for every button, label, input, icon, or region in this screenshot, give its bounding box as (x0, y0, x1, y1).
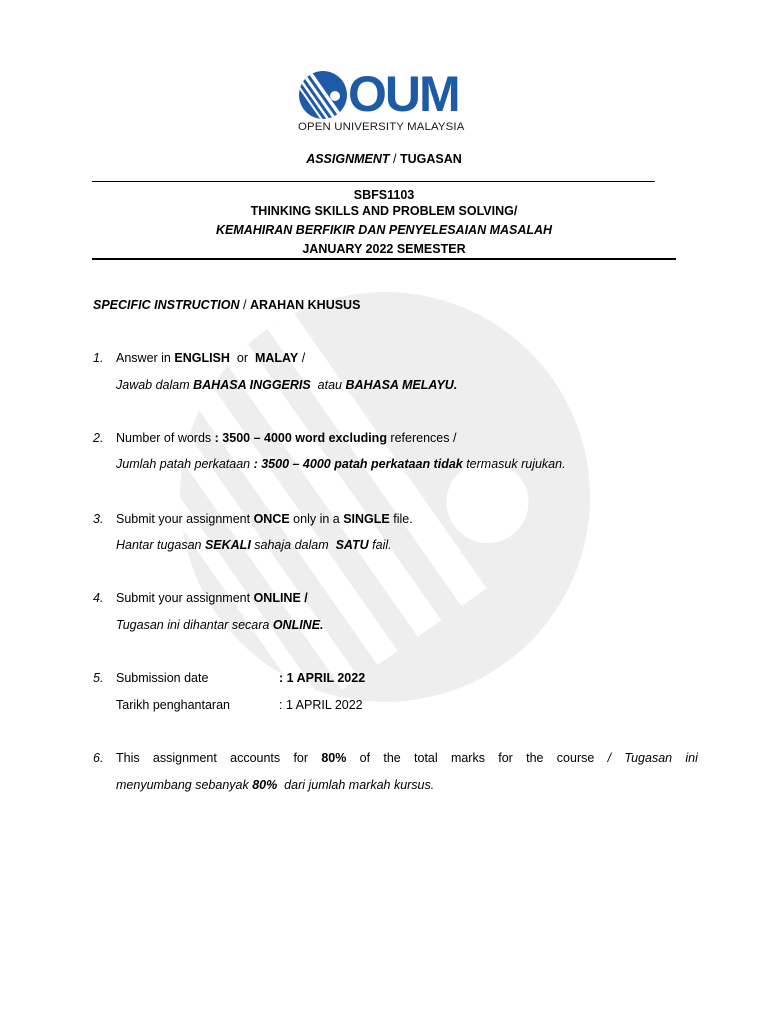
assignment-title-en: ASSIGNMENT (306, 152, 390, 166)
item-number: 3. (93, 512, 104, 526)
item-1-line-ms: Jawab dalam BAHASA INGGERIS atau BAHASA MELAYU. (116, 378, 458, 392)
item-6-line-2: menyumbang sebanyak 80% dari jumlah markah kursus. (116, 778, 435, 792)
item-number: 1. (93, 351, 104, 365)
submission-date-label: Submission date (116, 671, 209, 685)
university-name: OPEN UNIVERSITY MALAYSIA (298, 121, 465, 133)
item-4-line-en: Submit your assignment ONLINE / (116, 591, 308, 605)
item-3-line-ms: Hantar tugasan SEKALI sahaja dalam SATU fail. (116, 538, 392, 552)
course-title-ms: KEMAHIRAN BERFIKIR DAN PENYELESAIAN MASALAH (215, 223, 553, 237)
instructions-heading-en: SPECIFIC INSTRUCTION (93, 298, 240, 312)
course-title-en: THINKING SKILLS AND PROBLEM SOLVING/ (250, 204, 518, 218)
assignment-title-ms: TUGASAN (399, 152, 462, 166)
item-number: 6. (93, 751, 104, 765)
oum-globe-icon (298, 70, 348, 120)
instructions-heading-ms: ARAHAN KHUSUS (250, 298, 361, 312)
header-divider (92, 181, 655, 182)
instructions-heading-sep: / (243, 298, 247, 312)
assignment-title-sep: / (393, 152, 397, 166)
instructions-heading (93, 297, 360, 313)
item-number: 5. (93, 671, 104, 685)
item-4-line-ms: Tugasan ini dihantar secara ONLINE. (116, 618, 324, 632)
item-2-line-ms: Jumlah patah perkataan : 3500 – 4000 patah perkataan tidak termasuk rujukan. (116, 457, 566, 471)
item-2-line-en: Number of words : 3500 – 4000 word excluding references / (116, 431, 457, 445)
tarikh-penghantaran-value: : 1 APRIL 2022 (279, 698, 363, 712)
course-code: SBFS1103 (353, 188, 415, 202)
submission-date-value: : 1 APRIL 2022 (279, 671, 366, 685)
logo-wordmark: OUM (348, 66, 459, 122)
item-6-line-1: This assignment accounts for 80% of the total marks for the course / Tugasan ini (116, 751, 698, 765)
item-1-line-en: Answer in ENGLISH or MALAY / (116, 351, 306, 365)
header-bottom-rule (92, 258, 676, 260)
tarikh-penghantaran-label: Tarikh penghantaran (116, 698, 230, 712)
semester: JANUARY 2022 SEMESTER (302, 242, 466, 256)
assignment-title (0, 151, 768, 167)
item-3-line-en: Submit your assignment ONCE only in a SINGLE file. (116, 512, 413, 526)
item-number: 4. (93, 591, 104, 605)
item-number: 2. (93, 431, 104, 445)
oum-logo (298, 66, 478, 134)
